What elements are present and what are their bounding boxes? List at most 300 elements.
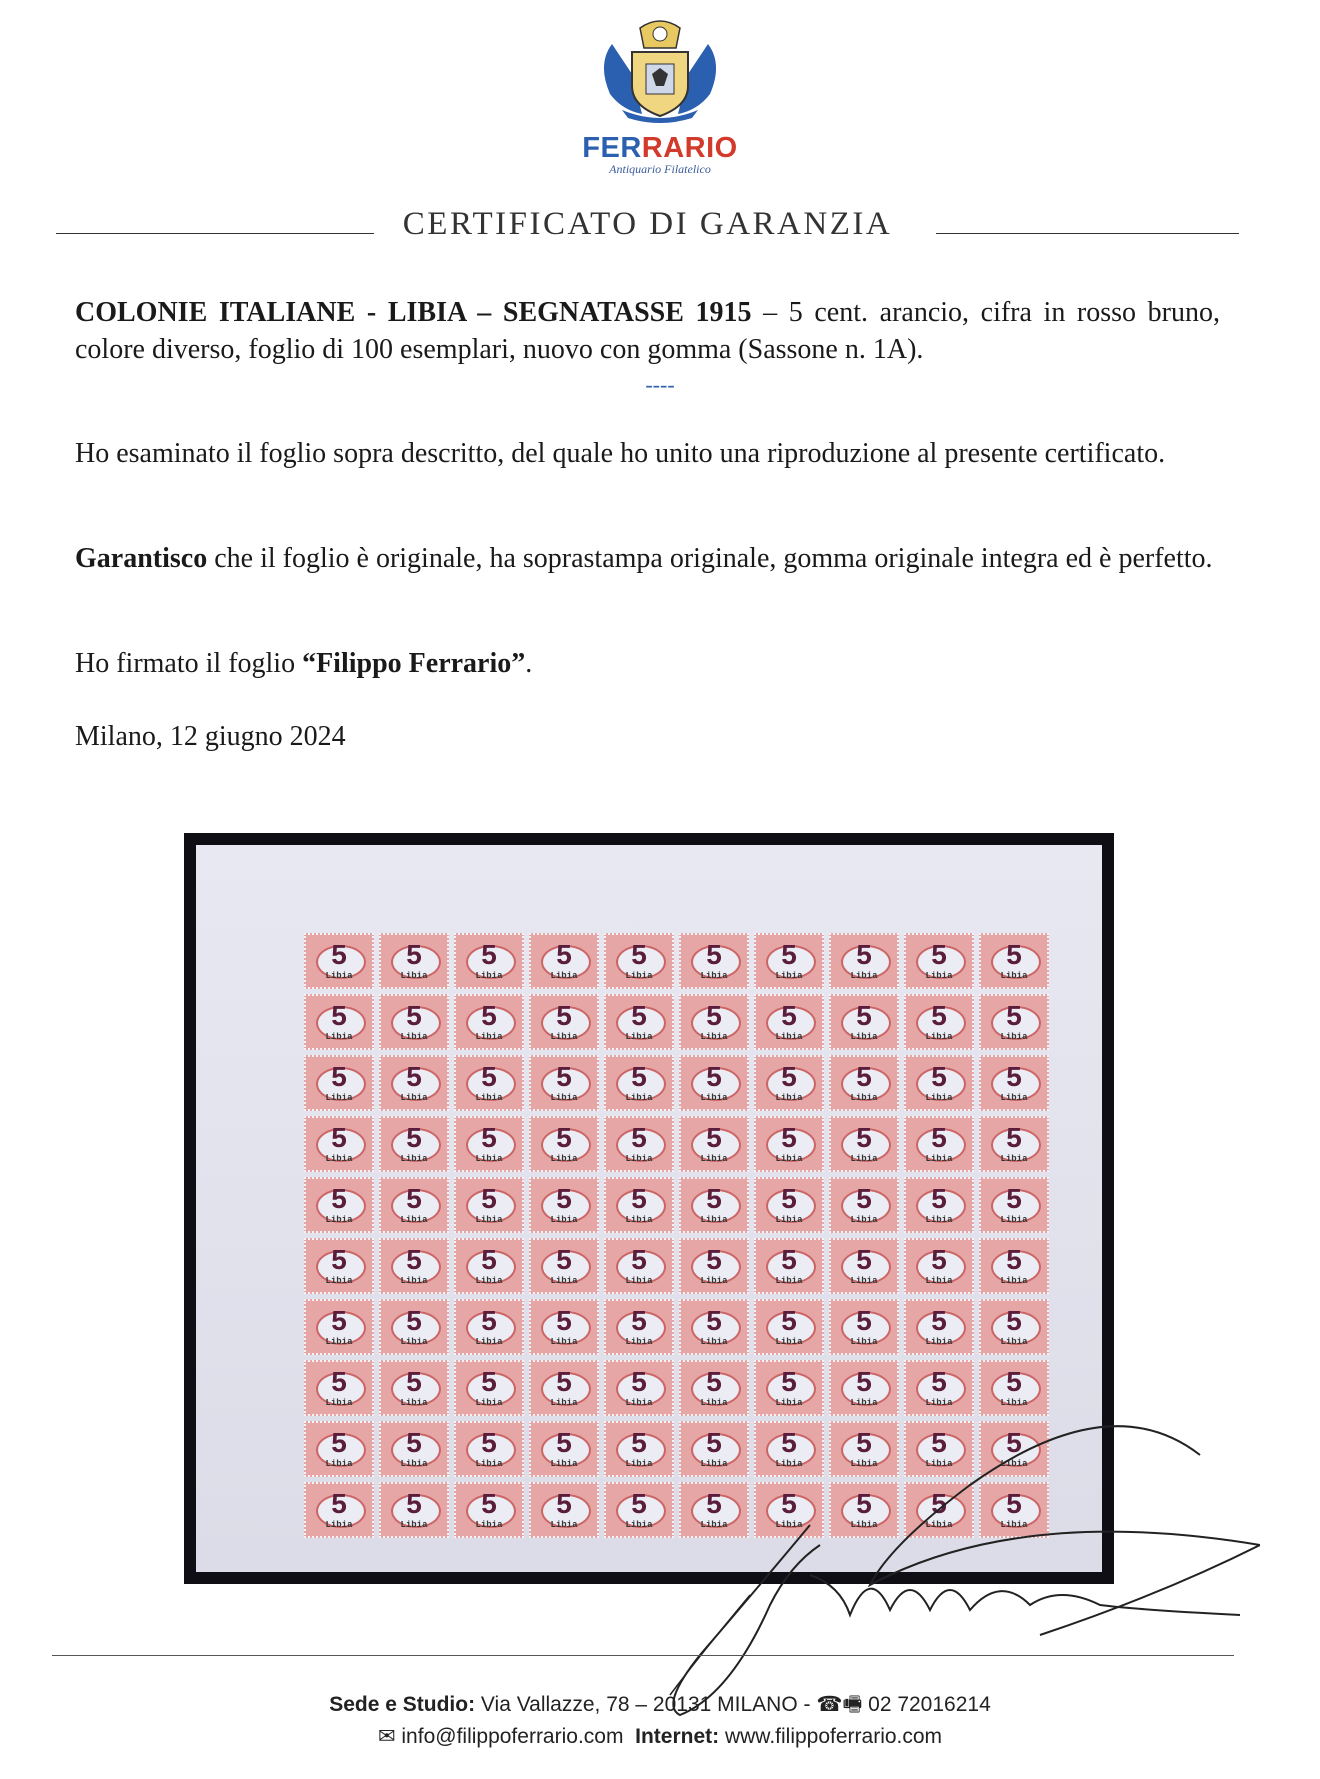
stamp (454, 1055, 524, 1111)
stamp-overprint: Libia (1000, 1215, 1028, 1225)
brand-tagline: Antiquario Filatelico (609, 162, 711, 176)
stamp-value: 5 (781, 1366, 797, 1397)
stamp (529, 933, 599, 989)
stamp-overprint: Libia (550, 1276, 578, 1286)
stamp-overprint: Libia (400, 1520, 428, 1530)
stamp (604, 1238, 674, 1294)
coat-of-arms-logo (592, 14, 728, 126)
stamp-overprint: Libia (475, 1398, 503, 1408)
stamp (904, 1177, 974, 1233)
stamp-value: 5 (931, 1122, 947, 1153)
stamp (979, 1299, 1049, 1355)
stamp-overprint: Libia (475, 1459, 503, 1469)
stamp-value: 5 (1006, 939, 1022, 970)
stamp-value: 5 (781, 1061, 797, 1092)
stamp-value: 5 (781, 1305, 797, 1336)
stamp-overprint: Libia (775, 1032, 803, 1042)
stamp-value: 5 (331, 1244, 347, 1275)
stamp (904, 1299, 974, 1355)
stamp (604, 1177, 674, 1233)
stamp-value: 5 (706, 1488, 722, 1519)
stamp-value: 5 (406, 1366, 422, 1397)
stamp-value: 5 (331, 1000, 347, 1031)
stamp-overprint: Libia (475, 1154, 503, 1164)
stamp-overprint: Libia (325, 971, 353, 981)
stamp-value: 5 (856, 1122, 872, 1153)
stamp-overprint: Libia (325, 1093, 353, 1103)
stamp-value: 5 (556, 1061, 572, 1092)
footer-contacts: ✉ info@filippoferrario.com Internet: www.filippoferrario.com (377, 1725, 943, 1748)
stamp-overprint: Libia (925, 1276, 953, 1286)
stamp-overprint: Libia (925, 1337, 953, 1347)
stamp-overprint: Libia (475, 971, 503, 981)
stamp-overprint: Libia (925, 1093, 953, 1103)
brand-name: FERRARIO (582, 132, 738, 164)
email-link[interactable]: info@filippoferrario.com (401, 1725, 624, 1748)
stamp-value: 5 (481, 1366, 497, 1397)
stamp (529, 1055, 599, 1111)
stamp-overprint: Libia (1000, 1459, 1028, 1469)
stamp-value: 5 (706, 1366, 722, 1397)
stamp-overprint: Libia (700, 1093, 728, 1103)
stamp (454, 1421, 524, 1477)
stamp-value: 5 (406, 1244, 422, 1275)
stamp-value: 5 (706, 1122, 722, 1153)
stamp-value: 5 (406, 1000, 422, 1031)
stamp-value: 5 (856, 939, 872, 970)
stamp-value: 5 (1006, 1183, 1022, 1214)
stamp-value: 5 (706, 1427, 722, 1458)
stamp (979, 1116, 1049, 1172)
stamp-overprint: Libia (550, 1093, 578, 1103)
stamp (379, 1421, 449, 1477)
stamp (304, 1421, 374, 1477)
stamp-overprint: Libia (475, 1276, 503, 1286)
guarantee-paragraph: Garantisco che il foglio è originale, ha soprastampa originale, gomma originale integra ed è perfetto. (75, 543, 1213, 574)
stamp-overprint: Libia (850, 971, 878, 981)
examined-paragraph: Ho esaminato il foglio sopra descritto, del quale ho unito una riproduzione al presente certificato. (75, 438, 1166, 469)
stamp-value: 5 (781, 1244, 797, 1275)
stamp-value: 5 (631, 1305, 647, 1336)
stamp-value: 5 (631, 1183, 647, 1214)
stamp-value: 5 (1006, 1000, 1022, 1031)
stamp-overprint: Libia (550, 1398, 578, 1408)
stamp-overprint: Libia (625, 1520, 653, 1530)
stamp-value: 5 (1006, 1244, 1022, 1275)
stamp (379, 1116, 449, 1172)
stamp-overprint: Libia (475, 1337, 503, 1347)
stamp (304, 1238, 374, 1294)
stamp-overprint: Libia (625, 1154, 653, 1164)
stamp-value: 5 (556, 1366, 572, 1397)
stamp-overprint: Libia (625, 1093, 653, 1103)
stamp (754, 933, 824, 989)
stamp-overprint: Libia (775, 1337, 803, 1347)
stamp-value: 5 (406, 1305, 422, 1336)
stamp-overprint: Libia (700, 1276, 728, 1286)
stamp-overprint: Libia (925, 1032, 953, 1042)
stamp-overprint: Libia (775, 1215, 803, 1225)
stamp-overprint: Libia (475, 1215, 503, 1225)
stamp-value: 5 (1006, 1305, 1022, 1336)
stamp-overprint: Libia (925, 971, 953, 981)
stamp (829, 1238, 899, 1294)
stamp-overprint: Libia (1000, 1398, 1028, 1408)
stamp-overprint: Libia (850, 1215, 878, 1225)
stamp (754, 1116, 824, 1172)
stamp-overprint: Libia (625, 1032, 653, 1042)
stamp-value: 5 (856, 1061, 872, 1092)
stamp-value: 5 (631, 1122, 647, 1153)
separator: ---- (645, 372, 675, 397)
stamp-overprint: Libia (1000, 1093, 1028, 1103)
signed-paragraph: Ho firmato il foglio “Filippo Ferrario”. (75, 648, 533, 679)
stamp (979, 994, 1049, 1050)
stamp-overprint: Libia (700, 1337, 728, 1347)
footer-rule (52, 1655, 1234, 1656)
envelope-icon: ✉ (377, 1725, 396, 1748)
stamp (679, 1177, 749, 1233)
stamp (379, 1238, 449, 1294)
stamp (604, 933, 674, 989)
certificate-title-row (56, 206, 1239, 246)
stamp (604, 994, 674, 1050)
stamp-value: 5 (781, 939, 797, 970)
stamp-overprint: Libia (550, 971, 578, 981)
stamp-value: 5 (1006, 1122, 1022, 1153)
stamp-value: 5 (556, 939, 572, 970)
stamp-value: 5 (706, 1000, 722, 1031)
website-link[interactable]: www.filippoferrario.com (719, 1725, 943, 1748)
stamp-overprint: Libia (400, 1398, 428, 1408)
stamp-overprint: Libia (925, 1154, 953, 1164)
stamp (904, 933, 974, 989)
stamp (454, 1116, 524, 1172)
stamp-overprint: Libia (550, 1520, 578, 1530)
stamp-overprint: Libia (400, 1154, 428, 1164)
stamp (904, 1116, 974, 1172)
stamp (754, 1299, 824, 1355)
stamp-overprint: Libia (1000, 971, 1028, 981)
stamp (904, 1055, 974, 1111)
stamp-value: 5 (556, 1000, 572, 1031)
stamp (304, 1360, 374, 1416)
stamp (529, 1299, 599, 1355)
stamp-overprint: Libia (700, 1032, 728, 1042)
stamp (454, 1299, 524, 1355)
stamp-overprint: Libia (625, 1398, 653, 1408)
stamp (379, 994, 449, 1050)
item-details: – 5 cent. arancio, cifra in rosso bruno, colore diverso, foglio di 100 esemplari, nuovo con gomma (Sassone n. 1A). (75, 297, 1220, 365)
stamp-value: 5 (931, 1244, 947, 1275)
stamp (679, 933, 749, 989)
stamp-value: 5 (481, 1488, 497, 1519)
stamp-overprint: Libia (925, 1215, 953, 1225)
certificate-title: CERTIFICATO DI GARANZIA (402, 206, 893, 242)
stamp (604, 1055, 674, 1111)
stamp (979, 1177, 1049, 1233)
stamp-overprint: Libia (850, 1154, 878, 1164)
stamp-value: 5 (631, 1366, 647, 1397)
stamp-value: 5 (781, 1488, 797, 1519)
stamp (379, 1360, 449, 1416)
stamp-overprint: Libia (325, 1154, 353, 1164)
stamp (454, 1238, 524, 1294)
stamp (304, 1055, 374, 1111)
stamp-value: 5 (331, 1427, 347, 1458)
stamp-value: 5 (631, 939, 647, 970)
stamp-value: 5 (1006, 1427, 1022, 1458)
stamp-overprint: Libia (400, 1215, 428, 1225)
stamp (979, 1055, 1049, 1111)
stamp-value: 5 (856, 1183, 872, 1214)
stamp-value: 5 (781, 1183, 797, 1214)
stamp-overprint: Libia (325, 1459, 353, 1469)
stamp-overprint: Libia (850, 1520, 878, 1530)
stamp (904, 1238, 974, 1294)
stamp-value: 5 (406, 939, 422, 970)
stamp-value: 5 (481, 1244, 497, 1275)
stamp (529, 1421, 599, 1477)
stamp-overprint: Libia (1000, 1337, 1028, 1347)
stamp (679, 1055, 749, 1111)
stamp (829, 994, 899, 1050)
stamp (529, 994, 599, 1050)
stamp-overprint: Libia (400, 1337, 428, 1347)
stamp-overprint: Libia (850, 1337, 878, 1347)
stamp (604, 1299, 674, 1355)
stamp-overprint: Libia (775, 1398, 803, 1408)
stamp-value: 5 (706, 1305, 722, 1336)
stamp-value: 5 (1006, 1366, 1022, 1397)
stamp-value: 5 (481, 1122, 497, 1153)
stamp-overprint: Libia (850, 1276, 878, 1286)
stamp-overprint: Libia (850, 1032, 878, 1042)
stamp (829, 1116, 899, 1172)
stamp (304, 994, 374, 1050)
stamp-overprint: Libia (550, 1032, 578, 1042)
stamp-value: 5 (331, 1183, 347, 1214)
stamp (529, 1360, 599, 1416)
stamp-overprint: Libia (700, 971, 728, 981)
stamp-value: 5 (331, 1488, 347, 1519)
stamp (604, 1116, 674, 1172)
stamp-overprint: Libia (325, 1337, 353, 1347)
stamp (454, 933, 524, 989)
stamp-overprint: Libia (325, 1215, 353, 1225)
stamp (754, 994, 824, 1050)
stamp (304, 1482, 374, 1538)
stamp-value: 5 (481, 1183, 497, 1214)
stamp-overprint: Libia (1000, 1154, 1028, 1164)
stamp-overprint: Libia (775, 1154, 803, 1164)
stamp-value: 5 (781, 1000, 797, 1031)
stamp-overprint: Libia (625, 1459, 653, 1469)
stamp (304, 1116, 374, 1172)
stamp-value: 5 (556, 1427, 572, 1458)
stamp-overprint: Libia (850, 1093, 878, 1103)
stamp (379, 1055, 449, 1111)
stamp-overprint: Libia (475, 1093, 503, 1103)
stamp-value: 5 (406, 1061, 422, 1092)
stamp-value: 5 (631, 1427, 647, 1458)
stamp-overprint: Libia (700, 1215, 728, 1225)
stamp-overprint: Libia (775, 1520, 803, 1530)
stamp-overprint: Libia (925, 1520, 953, 1530)
stamp-value: 5 (931, 1183, 947, 1214)
stamp-overprint: Libia (700, 1459, 728, 1469)
stamp (379, 1177, 449, 1233)
stamp-value: 5 (931, 1305, 947, 1336)
stamp-value: 5 (856, 1366, 872, 1397)
stamp-value: 5 (931, 1061, 947, 1092)
stamp (679, 1238, 749, 1294)
stamp-overprint: Libia (775, 1093, 803, 1103)
stamp-value: 5 (331, 1061, 347, 1092)
signature (640, 1395, 1260, 1725)
stamp (754, 1238, 824, 1294)
stamp-value: 5 (706, 1061, 722, 1092)
stamp-value: 5 (556, 1244, 572, 1275)
stamp (679, 1116, 749, 1172)
stamp-value: 5 (481, 1061, 497, 1092)
stamp-value: 5 (1006, 1061, 1022, 1092)
stamp-value: 5 (931, 939, 947, 970)
stamp (529, 1177, 599, 1233)
stamp (829, 1299, 899, 1355)
stamp (529, 1238, 599, 1294)
stamp (304, 1177, 374, 1233)
stamp-overprint: Libia (400, 1276, 428, 1286)
stamp-value: 5 (556, 1488, 572, 1519)
stamp-value: 5 (856, 1427, 872, 1458)
stamp-overprint: Libia (325, 1520, 353, 1530)
stamp (304, 933, 374, 989)
stamp-value: 5 (931, 1427, 947, 1458)
stamp (454, 1177, 524, 1233)
stamp (829, 1055, 899, 1111)
stamp-overprint: Libia (775, 1276, 803, 1286)
stamp-overprint: Libia (475, 1520, 503, 1530)
stamp-value: 5 (481, 939, 497, 970)
place-date: Milano, 12 giugno 2024 (75, 721, 346, 752)
stamp (379, 1299, 449, 1355)
stamp-value: 5 (406, 1183, 422, 1214)
stamp (454, 1482, 524, 1538)
stamp (829, 933, 899, 989)
stamp-value: 5 (331, 1305, 347, 1336)
stamp-overprint: Libia (325, 1398, 353, 1408)
stamp-overprint: Libia (475, 1032, 503, 1042)
stamp-overprint: Libia (775, 971, 803, 981)
stamp-value: 5 (631, 1061, 647, 1092)
stamp-overprint: Libia (850, 1398, 878, 1408)
stamp (754, 1177, 824, 1233)
stamp-value: 5 (481, 1305, 497, 1336)
stamp-value: 5 (556, 1183, 572, 1214)
stamp-overprint: Libia (325, 1276, 353, 1286)
stamp-value: 5 (406, 1427, 422, 1458)
item-description (75, 294, 1220, 368)
stamp-overprint: Libia (400, 1093, 428, 1103)
stamp (979, 933, 1049, 989)
stamp-value: 5 (856, 1244, 872, 1275)
stamp-value: 5 (331, 1366, 347, 1397)
stamp (679, 1299, 749, 1355)
stamp-overprint: Libia (925, 1398, 953, 1408)
stamp-value: 5 (406, 1122, 422, 1153)
stamp-overprint: Libia (1000, 1032, 1028, 1042)
stamp-value: 5 (631, 1000, 647, 1031)
stamp-overprint: Libia (700, 1398, 728, 1408)
stamp-value: 5 (781, 1122, 797, 1153)
stamp-overprint: Libia (700, 1154, 728, 1164)
item-heading: COLONIE ITALIANE - LIBIA – SEGNATASSE 1915 (75, 297, 752, 328)
stamp-value: 5 (856, 1000, 872, 1031)
stamp-overprint: Libia (400, 1032, 428, 1042)
stamp-overprint: Libia (550, 1154, 578, 1164)
stamp-value: 5 (556, 1305, 572, 1336)
stamp-value: 5 (406, 1488, 422, 1519)
stamp-overprint: Libia (550, 1337, 578, 1347)
stamp-overprint: Libia (400, 1459, 428, 1469)
stamp-value: 5 (556, 1122, 572, 1153)
stamp-overprint: Libia (550, 1459, 578, 1469)
stamp-value: 5 (706, 939, 722, 970)
stamp (529, 1116, 599, 1172)
stamp-value: 5 (931, 1000, 947, 1031)
stamp-overprint: Libia (925, 1459, 953, 1469)
footer-address: Sede e Studio: Via Vallazze, 78 – 20131 MILANO - ☎🖷 02 72016214 (329, 1693, 991, 1716)
stamp-overprint: Libia (550, 1215, 578, 1225)
stamp-overprint: Libia (625, 1215, 653, 1225)
stamp-overprint: Libia (775, 1459, 803, 1469)
stamp (829, 1177, 899, 1233)
stamp-overprint: Libia (850, 1459, 878, 1469)
stamp-overprint: Libia (1000, 1520, 1028, 1530)
stamp-value: 5 (706, 1183, 722, 1214)
stamp-overprint: Libia (625, 1337, 653, 1347)
stamp-value: 5 (331, 939, 347, 970)
stamp (754, 1055, 824, 1111)
stamp-value: 5 (856, 1305, 872, 1336)
stamp-value: 5 (706, 1244, 722, 1275)
stamp-overprint: Libia (700, 1520, 728, 1530)
stamp (679, 994, 749, 1050)
stamp (454, 1360, 524, 1416)
stamp (454, 994, 524, 1050)
stamp-value: 5 (856, 1488, 872, 1519)
stamp (529, 1482, 599, 1538)
stamp-value: 5 (481, 1000, 497, 1031)
stamp-value: 5 (931, 1366, 947, 1397)
stamp-overprint: Libia (625, 1276, 653, 1286)
stamp (379, 1482, 449, 1538)
stamp-value: 5 (931, 1488, 947, 1519)
stamp (904, 994, 974, 1050)
stamp-overprint: Libia (325, 1032, 353, 1042)
stamp (979, 1238, 1049, 1294)
stamp (379, 933, 449, 989)
stamp-overprint: Libia (625, 971, 653, 981)
stamp-value: 5 (481, 1427, 497, 1458)
stamp-overprint: Libia (400, 971, 428, 981)
stamp-overprint: Libia (1000, 1276, 1028, 1286)
stamp-value: 5 (631, 1244, 647, 1275)
stamp (304, 1299, 374, 1355)
stamp-value: 5 (331, 1122, 347, 1153)
stamp-value: 5 (781, 1427, 797, 1458)
